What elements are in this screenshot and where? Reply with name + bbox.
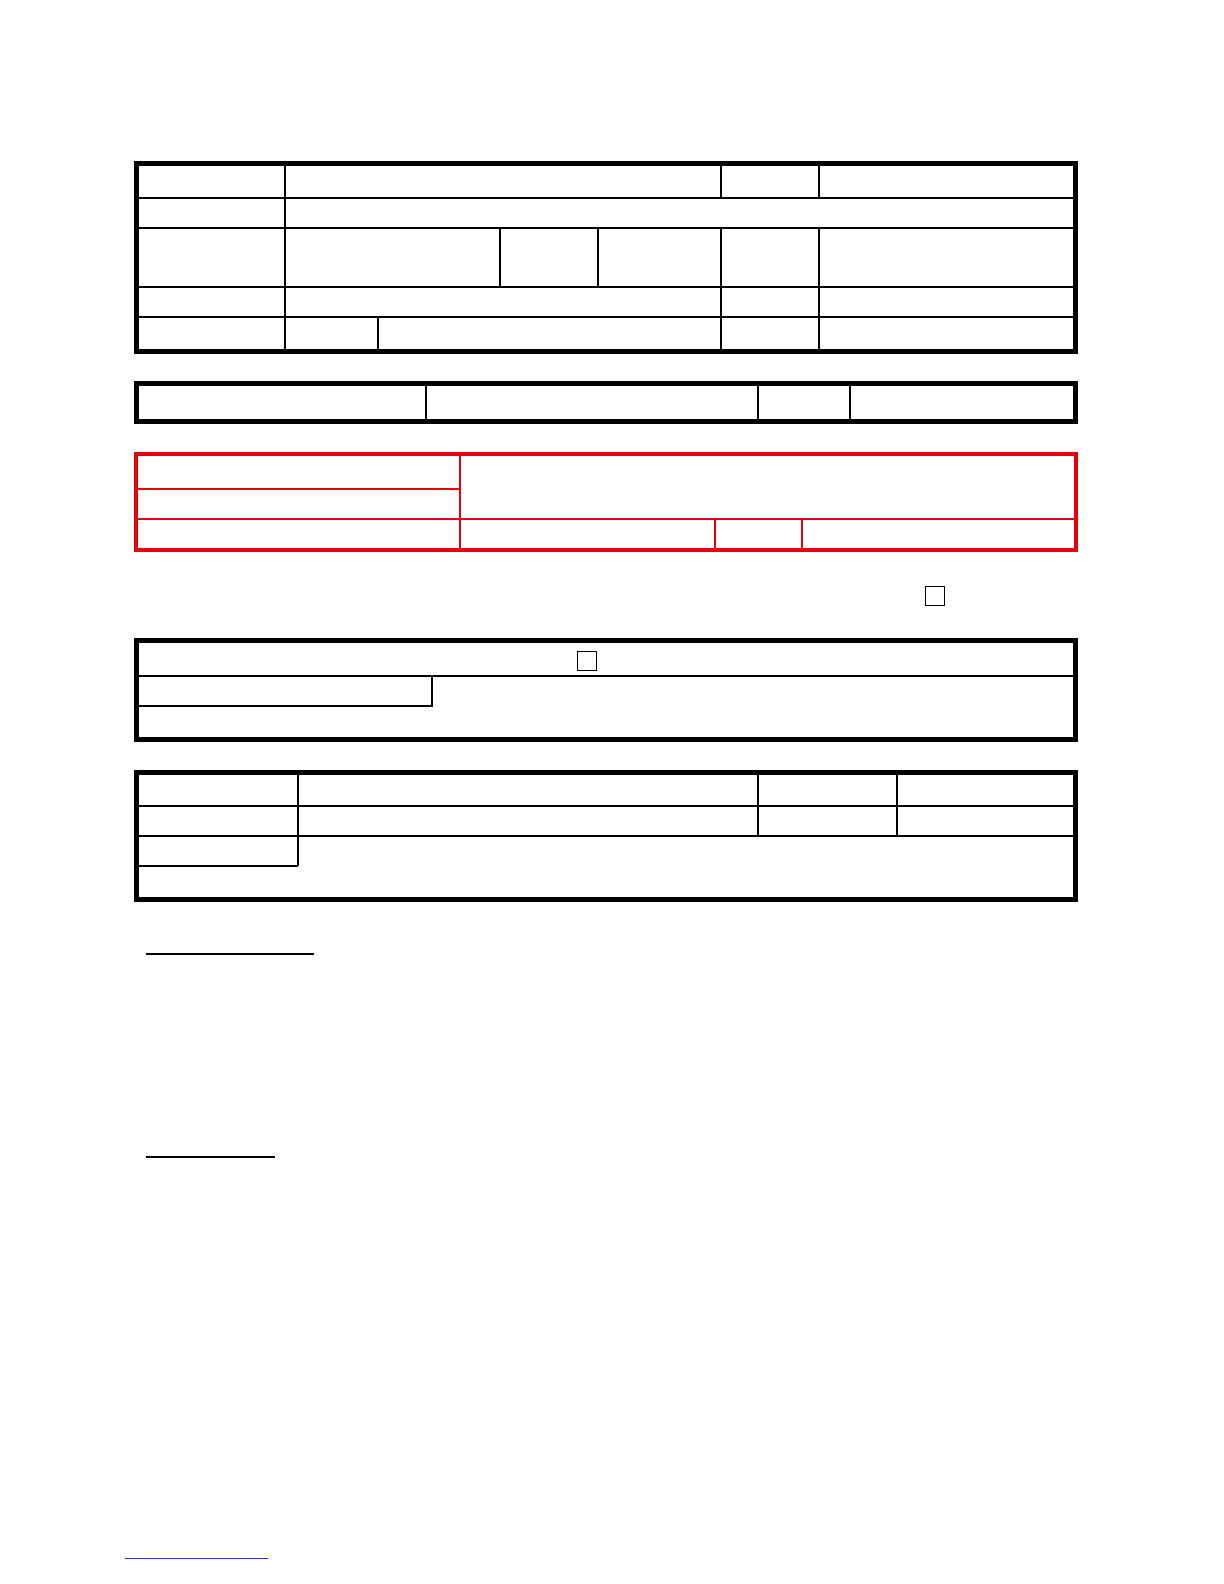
row5-value-a-field[interactable] <box>286 318 377 349</box>
option-header <box>139 643 569 675</box>
detail-r1-c2[interactable] <box>299 775 757 805</box>
summary-cell-3 <box>759 386 849 419</box>
row3-label2 <box>722 229 818 286</box>
option-table <box>134 638 1078 742</box>
row5-label <box>139 318 284 349</box>
row4-value-field[interactable] <box>286 288 720 316</box>
row1-label <box>139 166 284 197</box>
row1-value-field[interactable] <box>286 166 720 197</box>
alert-label-mid <box>138 490 459 518</box>
alert-bottom-3 <box>716 520 801 548</box>
detail-r3-value[interactable] <box>139 867 1073 897</box>
heading-2-underline <box>146 1156 275 1158</box>
col-divider <box>431 675 433 706</box>
row3-label <box>139 229 284 286</box>
footnote-separator <box>125 1558 268 1559</box>
alert-label-top <box>138 456 459 488</box>
heading-2 <box>146 1137 446 1155</box>
standalone-checkbox-label <box>600 585 920 607</box>
alert-value-field[interactable] <box>461 456 1074 518</box>
detail-r1-c3 <box>759 775 896 805</box>
alert-bottom-1 <box>138 520 459 548</box>
row5-value-b-field[interactable] <box>379 318 720 349</box>
row5-value2-field[interactable] <box>820 318 1073 349</box>
row3-value2-field[interactable] <box>820 229 1073 286</box>
summary-cell-2[interactable] <box>427 386 757 419</box>
summary-strip <box>134 381 1078 424</box>
row5-label2 <box>722 318 818 349</box>
row3-value-a-field[interactable] <box>286 229 499 286</box>
detail-table <box>134 770 1078 902</box>
alert-bottom-4[interactable] <box>803 520 1074 548</box>
standalone-checkbox[interactable] <box>925 586 945 606</box>
detail-r2-c4[interactable] <box>898 807 1073 835</box>
detail-r3-label <box>139 837 297 865</box>
row4-value2-field[interactable] <box>820 288 1073 316</box>
row4-label2 <box>722 288 818 316</box>
detail-r1-c1 <box>139 775 297 805</box>
alert-bottom-2[interactable] <box>461 520 714 548</box>
detail-r2-c1 <box>139 807 297 835</box>
detail-r1-c4[interactable] <box>898 775 1073 805</box>
row3-value-b-field[interactable] <box>501 229 597 286</box>
main-info-table <box>134 161 1078 354</box>
footnote-text <box>125 1561 1025 1579</box>
option-field-label <box>139 677 431 705</box>
alert-table <box>134 452 1078 552</box>
detail-r2-c3 <box>759 807 896 835</box>
heading-1-underline <box>146 953 314 955</box>
row2-value-field[interactable] <box>286 199 1073 227</box>
option-field-value[interactable] <box>139 707 1073 737</box>
summary-cell-4[interactable] <box>851 386 1073 419</box>
option-checkbox[interactable] <box>577 651 597 671</box>
heading-1 <box>146 934 446 952</box>
row2-label <box>139 199 284 227</box>
summary-cell-1 <box>139 386 425 419</box>
row1-value2-field[interactable] <box>820 166 1073 197</box>
row4-label <box>139 288 284 316</box>
row3-value-c-field[interactable] <box>599 229 720 286</box>
detail-r2-c2[interactable] <box>299 807 757 835</box>
row1-label2 <box>722 166 818 197</box>
